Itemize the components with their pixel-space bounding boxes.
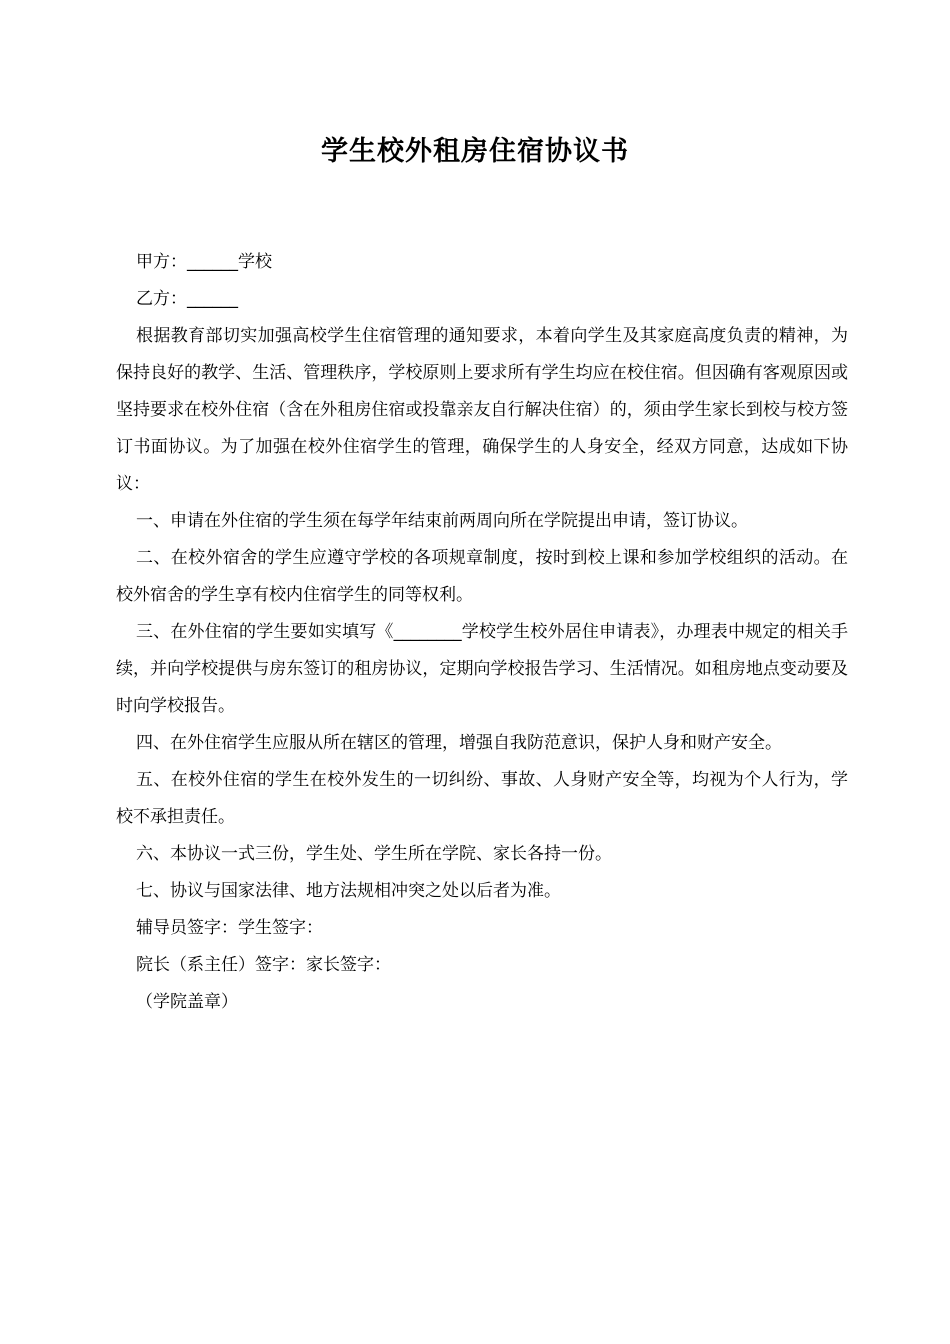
clause-3: 三、在外住宿的学生要如实填写《________学校学生校外居住申请表》，办理表中规定的相关手续，并向学校提供与房东签订的租房协议，定期向学校报告学习、生活情况。如租房地点变动要及时向学校报告。 <box>116 622 848 716</box>
clause-6: 六、本协议一式三份，学生处、学生所在学院、家长各持一份。 <box>136 844 612 864</box>
clause-5: 五、在校外住宿的学生在校外发生的一切纠纷、事故、人身财产安全等，均视为个人行为，学校不承担责任。 <box>116 770 848 827</box>
document-body <box>116 244 848 1021</box>
clause-1: 一、申请在外住宿的学生须在每学年结束前两周向所在学院提出申请，签订协议。 <box>136 511 748 531</box>
party-b-line: 乙方：______ <box>136 289 238 309</box>
clause-7: 七、协议与国家法律、地方法规相冲突之处以后者为准。 <box>136 881 561 901</box>
party-a-line: 甲方：______学校 <box>136 252 272 272</box>
clause-2: 二、在校外宿舍的学生应遵守学校的各项规章制度，按时到校上课和参加学校组织的活动。在校外宿舍的学生享有校内住宿学生的同等权利。 <box>116 548 848 605</box>
clause-4: 四、在外住宿学生应服从所在辖区的管理，增强自我防范意识，保护人身和财产安全。 <box>136 733 782 753</box>
document-title: 学生校外租房住宿协议书 <box>321 136 629 167</box>
intro-paragraph: 根据教育部切实加强高校学生住宿管理的通知要求，本着向学生及其家庭高度负责的精神，为保持良好的教学、生活、管理秩序，学校原则上要求所有学生均应在校住宿。但因确有客观原因或坚持要求在校外住宿（含在外租房住宿或投靠亲友自行解决住宿）的，须由学生家长到校与校方签订书面协议。为了加强在校外住宿学生的管理，确保学生的人身安全，经双方同意，达成如下协议： <box>116 326 848 494</box>
signature-line-dean-parent: 院长（系主任）签字：家长签字： <box>136 955 391 975</box>
seal-note: （学院盖章） <box>136 992 238 1012</box>
signature-line-counselor-student: 辅导员签字：学生签字： <box>136 918 323 938</box>
